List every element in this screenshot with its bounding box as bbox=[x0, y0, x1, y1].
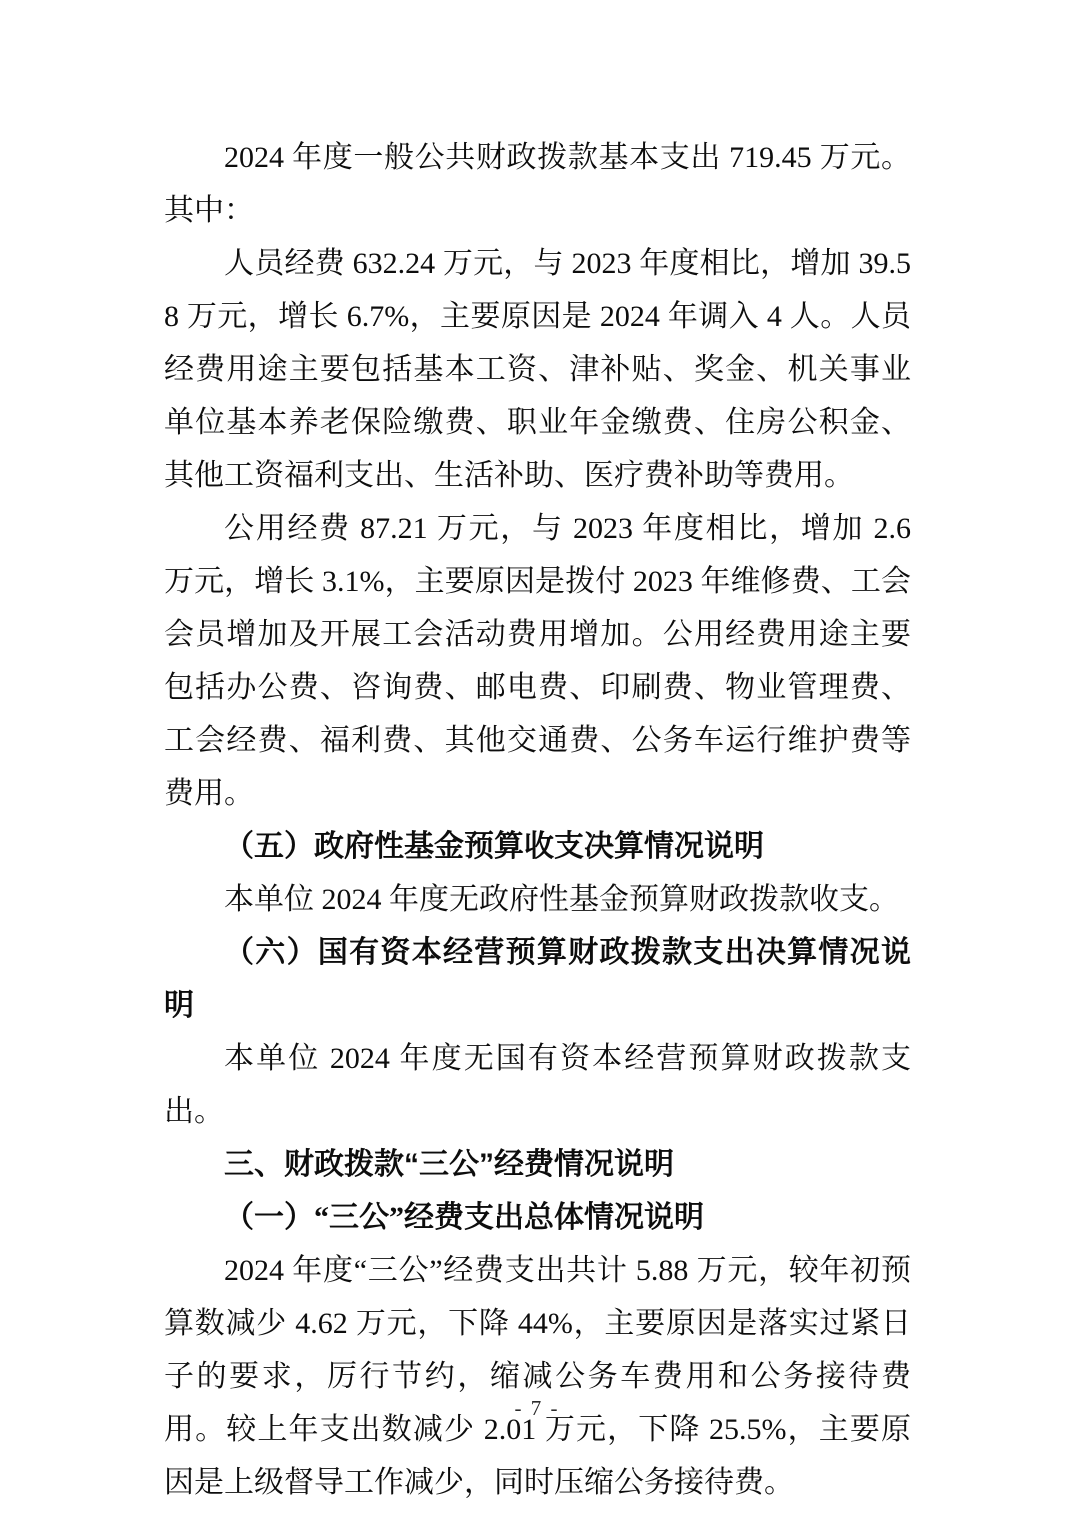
paragraph-three-public-detail: 2024 年度“三公”经费支出共计 5.88 万元，较年初预算数减少 4.62 万元，下降 44%，主要原因是落实过紧日子的要求，厉行节约，缩减公务车费用和公务接待费用。较上年支出数减少 2.01 万元，下降 25.5%，主要原因是上级督导工作减少，同时压缩公务接待费。 bbox=[164, 1254, 911, 1499]
heading-three-public-funds: 三、财政拨款“三公”经费情况说明 bbox=[224, 1148, 674, 1181]
paragraph-gov-fund-budget: 本单位 2024 年度无政府性基金预算财政拨款收支。 bbox=[224, 883, 899, 916]
paragraph-public-expense: 公用经费 87.21 万元，与 2023 年度相比，增加 2.6 万元，增长 3.1%，主要原因是拨付 2023 年维修费、工会会员增加及开展工会活动费用增加。公用经费用途主要包括办公费、咨询费、邮电费、印刷费、物业管理费、工会经费、福利费、其他交通费、公务车运行维护费等费用。 bbox=[164, 512, 911, 810]
heading-gov-fund-budget: （五）政府性基金预算收支决算情况说明 bbox=[224, 830, 764, 863]
page-number: - 7 - bbox=[514, 1396, 560, 1420]
paragraph-state-capital-budget: 本单位 2024 年度无国有资本经营预算财政拨款支出。 bbox=[164, 1042, 911, 1128]
heading-three-public-overview: （一）“三公”经费支出总体情况说明 bbox=[224, 1201, 704, 1234]
paragraph-personnel-expense: 人员经费 632.24 万元，与 2023 年度相比，增加 39.58 万元，增长 6.7%，主要原因是 2024 年调入 4 人。人员经费用途主要包括基本工资、津补贴、奖金、机关事业单位基本养老保险缴费、职业年金缴费、住房公积金、其他工资福利支出、生活补助、医疗费补助等费用。 bbox=[164, 247, 911, 492]
paragraph-basic-expenditure: 2024 年度一般公共财政拨款基本支出 719.45 万元。其中： bbox=[164, 141, 911, 227]
heading-state-capital-budget: （六）国有资本经营预算财政拨款支出决算情况说明 bbox=[164, 936, 911, 1022]
